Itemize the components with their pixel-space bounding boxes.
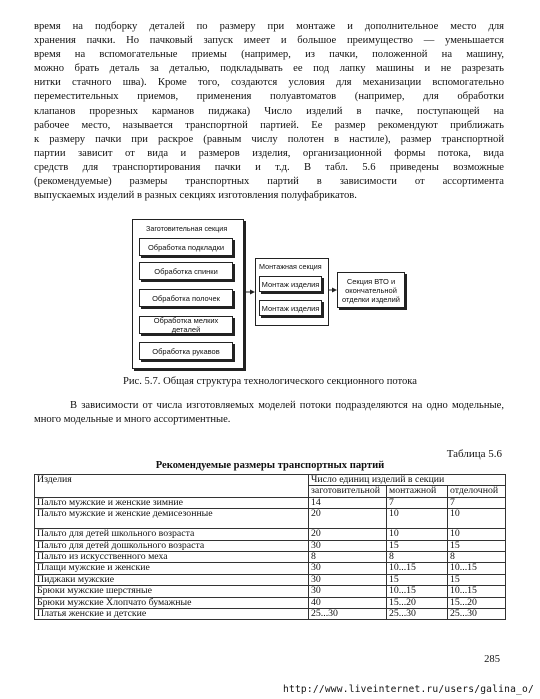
table-row (35, 529, 506, 540)
value-cell: 20 (309, 509, 387, 529)
paragraph-1-line: (рекомендуемые) размеры транспортных партий в зависимости от ассортимента (34, 176, 504, 188)
item-name-cell: Пальто из искусственного меха (35, 552, 309, 563)
value-cell: 15 (448, 540, 506, 551)
value-cell: 8 (448, 552, 506, 563)
figure-caption: Рис. 5.7. Общая структура технологического секционного потока (123, 376, 417, 387)
table-row (35, 509, 506, 529)
paragraph-1-line: клапанов прорезных карманов пиджака) Число изделий в пачке, поступающей на (34, 105, 504, 117)
transport-batch-table (34, 474, 506, 620)
value-cell: 15 (387, 574, 448, 585)
value-cell: 15 (448, 574, 506, 585)
value-cell: 8 (309, 552, 387, 563)
table-row (35, 552, 506, 563)
item-name-cell: Пальто мужские и женские зимние (35, 497, 309, 508)
prep-operation-box: Обработка мелких деталей (139, 316, 233, 334)
value-cell: 14 (309, 497, 387, 508)
paragraph-1 (34, 20, 504, 203)
value-cell: 10 (387, 509, 448, 529)
prep-operation-box: Обработка подкладки (139, 238, 233, 256)
table-row (35, 563, 506, 574)
value-cell: 8 (387, 552, 448, 563)
value-cell: 10...15 (448, 586, 506, 597)
paragraph-1-line: к размеру пачки при раскрое (равным числу полотен в настиле), размер транспортной (34, 133, 504, 145)
paragraph-1-line: время на подборку деталей по размеру при монтаже и дополнительное место для (34, 21, 504, 32)
value-cell: 15 (387, 540, 448, 551)
item-name-cell: Брюки мужские Хлопчато бумажные (35, 597, 309, 608)
paragraph-1-line: нитки стачного шва). Кроме того, создаются условия для механизации вспомогательно (34, 77, 504, 89)
preparation-section-title: Заготовительная секция (146, 224, 228, 233)
table-row (35, 574, 506, 585)
item-name-cell: Брюки мужские шерстяные (35, 586, 309, 597)
value-cell: 15...20 (387, 597, 448, 608)
paragraph-1-line: хранения пачки. Но пачковый запуск имеет и большое преимущество — уменьшается (34, 35, 504, 47)
value-cell: 40 (309, 597, 387, 608)
item-name-cell: Пиджаки мужские (35, 574, 309, 585)
paragraph-1-line: переместительных приемов, применения полуавтоматов (например, для обработки (34, 91, 504, 103)
final-section-box: Секция ВТО и окончательной отделки изделий (337, 272, 405, 308)
value-cell: 30 (309, 586, 387, 597)
table-title: Рекомендуемые размеры транспортных партий (155, 460, 385, 471)
header-col-prep: заготовительной (309, 486, 387, 497)
header-col-finish: отделочной (448, 486, 506, 497)
item-name-cell: Платья женские и детские (35, 609, 309, 620)
value-cell: 7 (387, 497, 448, 508)
header-item: Изделия (35, 475, 309, 498)
header-group: Число единиц изделий в секции (309, 475, 506, 486)
table-row (35, 540, 506, 551)
value-cell: 10...15 (387, 586, 448, 597)
source-url: http://www.liveinternet.ru/users/galina_o/ (283, 684, 534, 695)
value-cell: 7 (448, 497, 506, 508)
value-cell: 30 (309, 563, 387, 574)
value-cell: 10 (387, 529, 448, 540)
table-row (35, 586, 506, 597)
paragraph-1-line: время на вспомогательные приемы (например, из пачки, положенной на машину, (34, 49, 504, 61)
value-cell: 15...20 (448, 597, 506, 608)
item-name-cell: Пальто для детей школьного возраста (35, 529, 309, 540)
value-cell: 10...15 (387, 563, 448, 574)
page-number: 285 (484, 654, 500, 665)
prep-operation-box: Обработка спинки (139, 262, 233, 280)
assembly-operation-box: Монтаж изделия (259, 300, 322, 316)
prep-operation-box: Обработка рукавов (139, 342, 233, 360)
paragraph-1-line: выпускаемых изделий в разных секциях изготовления полуфабрикатов. (34, 190, 357, 202)
paragraph-2-text: В зависимости от числа изготовляемых моделей потоки подразделяются на одно модельные, много модельные и много ассортиментные. (34, 400, 504, 426)
table-row (35, 609, 506, 620)
item-name-cell: Плащи мужские и женские (35, 563, 309, 574)
paragraph-1-line: средств для транспортирования пачки и т.д. В табл. 5.6 приведены возможные (34, 161, 504, 173)
assembly-operation-box: Монтаж изделия (259, 276, 322, 292)
header-col-assembly: монтажной (387, 486, 448, 497)
value-cell: 30 (309, 574, 387, 585)
table-number: Таблица 5.6 (446, 448, 502, 460)
value-cell: 10...15 (448, 563, 506, 574)
value-cell: 25...30 (309, 609, 387, 620)
value-cell: 20 (309, 529, 387, 540)
item-name-cell: Пальто для детей дошкольного возраста (35, 540, 309, 551)
value-cell: 25...30 (448, 609, 506, 620)
paragraph-1-line: партии зависит от вида и размеров изделия, организационной формы потока, вида (34, 147, 504, 159)
paragraph-1-line: рабочее место, называется транспортной партией. Ее размер рекомендуют приближать (34, 119, 504, 131)
table-row (35, 497, 506, 508)
assembly-section-title: Монтажная секция (259, 262, 322, 271)
paragraph-1-line: можно брать деталь за деталью, подкладывать ее под лапку машины и не разрезать (34, 63, 504, 75)
value-cell: 30 (309, 540, 387, 551)
paragraph-2 (34, 399, 504, 427)
table-row (35, 597, 506, 608)
value-cell: 10 (448, 509, 506, 529)
item-name-cell: Пальто мужские и женские демисезонные (35, 509, 309, 529)
value-cell: 10 (448, 529, 506, 540)
value-cell: 25...30 (387, 609, 448, 620)
prep-operation-box: Обработка полочек (139, 289, 233, 307)
